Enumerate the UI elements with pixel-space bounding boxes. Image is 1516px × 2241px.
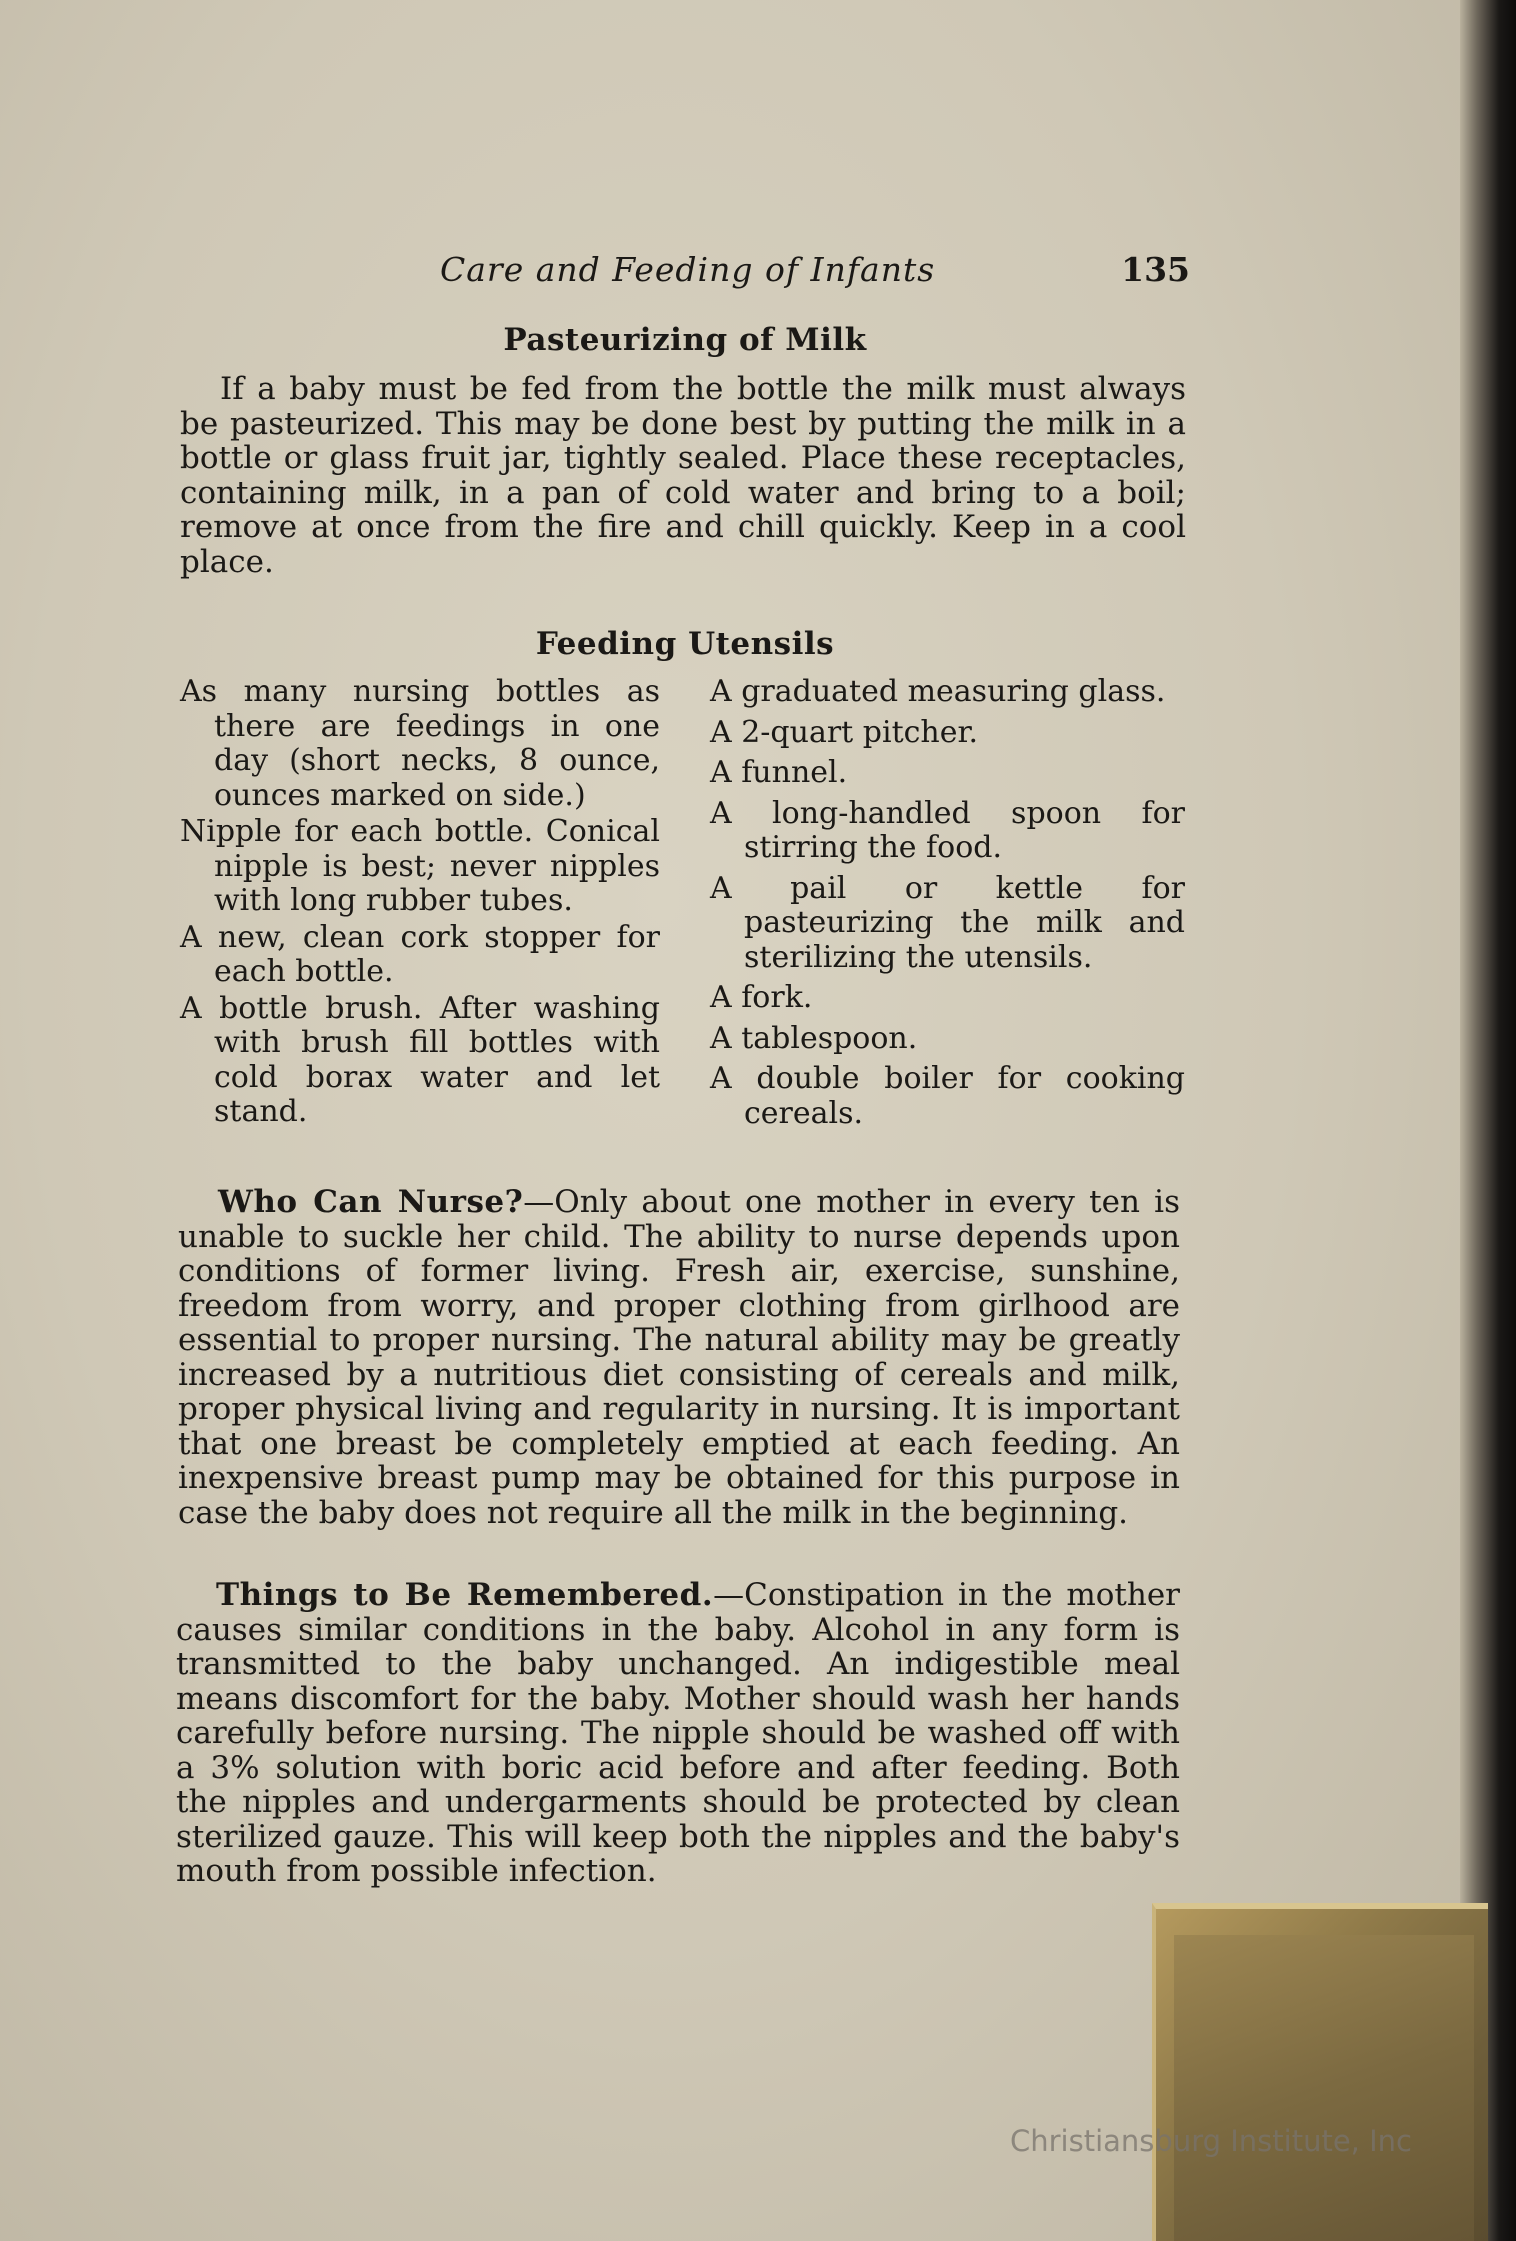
section-heading-pasteurizing: Pasteurizing of Milk xyxy=(503,322,867,358)
metal-page-clip-face xyxy=(1174,1935,1474,2241)
utensils-left-column xyxy=(180,675,660,1132)
list-item: A graduated measuring glass. xyxy=(710,674,1166,709)
paragraph-things-to-remember-text: —Constipation in the mother causes similar conditions in the baby. Alcohol in any form is transmitted to the baby unchanged. An indigestible meal means discomfort for the baby. Mother should wash her hands carefully before nursing. The nipple should be washed off with a 3% solution with boric acid before and after feeding. Both the nipples and undergarments should be protected by clean sterilized gauze. This will keep both the nipples and the baby's mouth from possible infection. xyxy=(176,1577,1180,1889)
page-number: 135 xyxy=(1121,250,1190,289)
metal-page-clip xyxy=(1152,1903,1488,2241)
list-item: A new, clean cork stopper for each bottle. xyxy=(180,919,660,989)
paragraph-pasteurizing xyxy=(180,372,1186,579)
paragraph-pasteurizing-text: If a baby must be fed from the bottle the milk must always be pasteurized. This may be done best by putting the milk in a bottle or glass fruit jar, tightly sealed. Place these receptacles, containing milk, in a pan of cold water and bring to a boil; remove at once from the fire and chill quickly. Keep in a cool place. xyxy=(180,371,1186,580)
list-item: A double boiler for cooking cereals. xyxy=(710,1061,1185,1131)
list-item: A bottle brush. After washing with brush fill bottles with cold borax water and let stand. xyxy=(180,990,660,1129)
list-item: Nipple for each bottle. Conical nipple is best; never nipples with long rubber tubes. xyxy=(180,814,660,918)
list-item: As many nursing bottles as there are feedings in one day (short necks, 8 ounce, ounces marked on side.) xyxy=(180,674,660,813)
list-item: A pail or kettle for pasteurizing the milk and sterilizing the utensils. xyxy=(710,870,1185,975)
utensils-right-column xyxy=(710,675,1185,1137)
paragraph-who-can-nurse-text: —Only about one mother in every ten is unable to suckle her child. The ability to nurse depends upon conditions of former living. Fresh air, exercise, sunshine, freedom from worry, and proper clothing from girlhood are essential to proper nursing. The natural ability may be greatly increased by a nutritious diet consisting of cereals and milk, proper physical living and regularity in nursing. It is important that one breast be completely emptied at each feeding. An inexpensive breast pump may be obtained for this purpose in case the baby does not require all the milk in the beginning. xyxy=(178,1184,1181,1531)
list-item: A fork. xyxy=(710,980,813,1015)
running-head xyxy=(180,250,1190,294)
paragraph-things-to-remember xyxy=(176,1578,1180,1889)
list-item: A 2-quart pitcher. xyxy=(710,714,979,750)
running-title: Care and Feeding of Infants xyxy=(440,250,936,289)
paragraph-who-can-nurse xyxy=(178,1185,1180,1530)
run-in-heading-things-to-remember: Things to Be Remembered. xyxy=(216,1577,714,1613)
list-item: A tablespoon. xyxy=(710,1020,918,1056)
section-heading-utensils: Feeding Utensils xyxy=(535,626,835,662)
watermark: Christiansburg Institute, Inc xyxy=(1010,2124,1412,2158)
list-item: A funnel. xyxy=(710,755,848,790)
list-item: A long-handled spoon for stirring the food. xyxy=(710,795,1185,865)
run-in-heading-who-can-nurse: Who Can Nurse? xyxy=(218,1184,524,1220)
